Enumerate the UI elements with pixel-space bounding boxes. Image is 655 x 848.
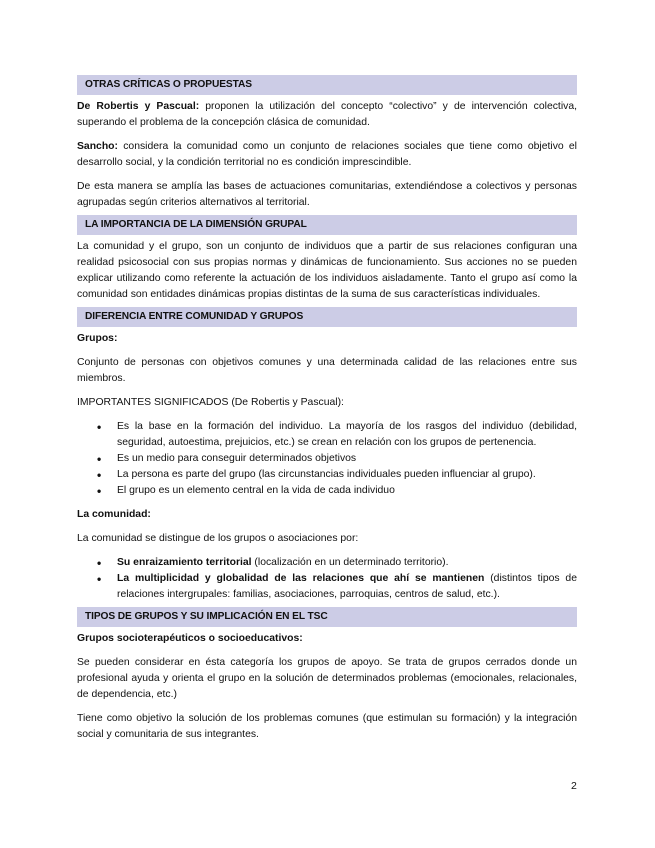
list-item-lead: Su enraizamiento territorial [117, 557, 252, 568]
section-heading-otras-criticas: OTRAS CRÍTICAS O PROPUESTAS [77, 75, 577, 95]
document-page [77, 75, 577, 743]
section-heading-tipos-grupos: TIPOS DE GRUPOS Y SU IMPLICACIÓN EN EL TSC [77, 607, 577, 627]
subheading-socioterapeuticos: Grupos socioterapéuticos o socioeducativos: [77, 633, 303, 644]
paragraph-de-robertis [77, 99, 577, 131]
paragraph-sancho [77, 139, 577, 171]
significados-list [77, 419, 577, 499]
subheading-comunidad: La comunidad: [77, 509, 151, 520]
subheading-significados: IMPORTANTES SIGNIFICADOS (De Robertis y Pascual): [77, 397, 344, 408]
list-item: • La persona es parte del grupo (las circunstancias individuales pueden influenciar al grupo). [77, 467, 577, 483]
list-item-text: (localización en un determinado territorio). [251, 557, 449, 568]
paragraph-objetivo: Tiene como objetivo la solución de los problemas comunes (que estimulan su formación) y la integración social y comunitaria de sus integrantes. [77, 713, 577, 740]
paragraph-grupos-apoyo: Se pueden considerar en ésta categoría los grupos de apoyo. Se trata de grupos cerrados donde un profesional ayuda y orienta el grupo en la solución de determinados problemas (emocionales, relacionales, de dependencia, etc.) [77, 657, 577, 700]
paragraph-grupos-def: Conjunto de personas con objetivos comunes y una determinada calidad de las relaciones entre sus miembros. [77, 357, 577, 384]
paragraph-text: considera la comunidad como un conjunto de relaciones sociales que tiene como objetivo el desarrollo social, y la condición territorial no es condición imprescindible. [77, 141, 577, 168]
paragraph-ampliacion: De esta manera se amplía las bases de actuaciones comunitarias, extendiéndose a colectivos y personas agrupadas según criterios alternativos al territorial. [77, 181, 577, 208]
paragraph-comunidad-distingue: La comunidad se distingue de los grupos o asociaciones por: [77, 533, 359, 544]
paragraph-text: proponen la utilización del concepto “colectivo” y de intervención colectiva, superando el problema de la concepción clásica de comunidad. [77, 101, 577, 128]
page-number: 2 [571, 780, 577, 792]
list-item [77, 555, 577, 571]
list-item: • Es un medio para conseguir determinados objetivos [77, 451, 577, 467]
paragraph-lead: Sancho: [77, 141, 118, 152]
paragraph-comunidad-grupo: La comunidad y el grupo, son un conjunto de individuos que a partir de sus relaciones configuran una realidad psicosocial con sus propias normas y dinámicas de funcionamiento. Sus acciones no se pueden explicar utilizando como referente la actuación de los individuos aisladamente. Tanto el grupo así como la comunidad son entidades dinámicas propias distintas de la suma de sus características individuales. [77, 241, 577, 300]
list-item-lead: La multiplicidad y globalidad de las relaciones que ahí se mantienen [117, 573, 485, 584]
comunidad-list [77, 555, 577, 603]
list-item: • El grupo es un elemento central en la vida de cada individuo [77, 483, 577, 499]
paragraph-lead: De Robertis y Pascual: [77, 101, 200, 112]
list-item: • Es la base en la formación del individuo. La mayoría de los rasgos del individuo (debilidad, seguridad, autoestima, prejuicios, etc.) se crean en relación con los grupos de pertenencia. [77, 419, 577, 451]
section-heading-dimension-grupal: LA IMPORTANCIA DE LA DIMENSIÓN GRUPAL [77, 215, 577, 235]
subheading-grupos: Grupos: [77, 333, 118, 344]
list-item-text: (distintos tipos de relaciones intergrupales: familias, asociaciones, parroquias, centros de salud, etc.). [117, 573, 577, 600]
section-heading-diferencia: DIFERENCIA ENTRE COMUNIDAD Y GRUPOS [77, 307, 577, 327]
list-item [77, 571, 577, 603]
